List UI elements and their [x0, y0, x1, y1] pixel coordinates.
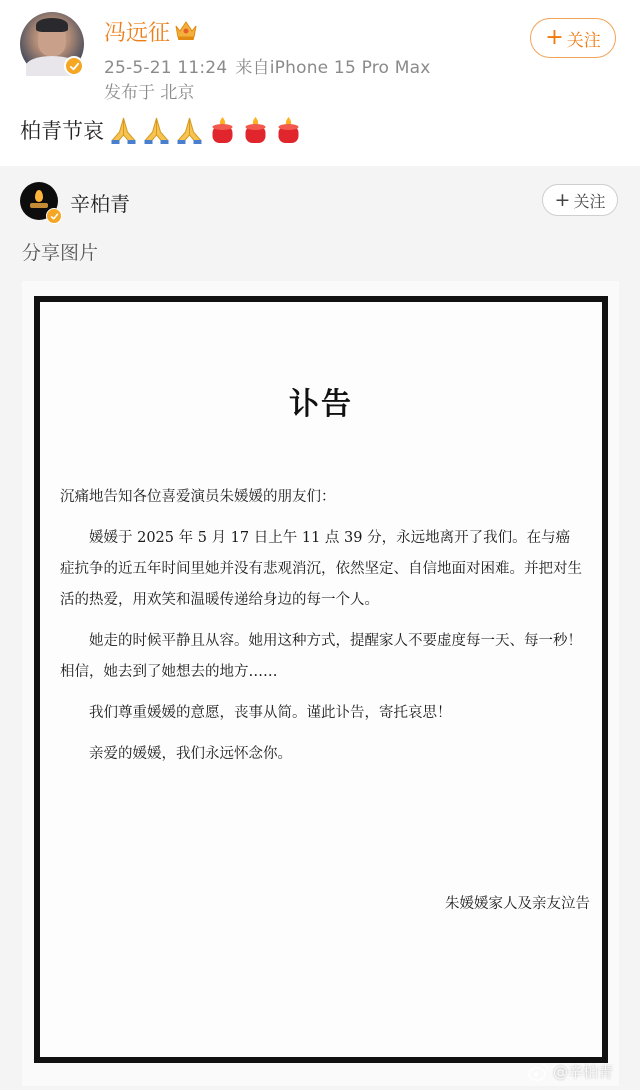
candle-icon [273, 115, 304, 145]
repost-card[interactable] [0, 166, 640, 1090]
obituary-frame [34, 296, 608, 1063]
obituary-paragraph: 她走的时候平静且从容。她用这种方式，提醒家人不要虚度每一天、每一秒！相信，她去到了她想去的地方…… [60, 633, 582, 680]
repost-follow-button[interactable] [542, 184, 618, 216]
post-location: 发布于 北京 [104, 83, 195, 103]
post-text-content: 柏青节哀 [20, 119, 104, 143]
repost-text: 分享图片 [22, 242, 99, 264]
obituary-title: 讣告 [289, 387, 353, 422]
avatar-hair [36, 18, 68, 32]
candle-base [30, 203, 48, 208]
follow-button[interactable] [530, 18, 616, 58]
candle-icon [207, 115, 238, 145]
obituary-paragraph: 亲爱的媛媛，我们永远怀念你。 [89, 746, 292, 762]
pray-icon [108, 115, 139, 145]
obituary-paragraph: 媛媛于 2025 年 5 月 17 日上午 11 点 39 分，永远地离开了我们。在与癌症抗争的近五年时间里她并没有悲观消沉，依然坚定、自信地面对困难。并把对生活的热爱，用欢笑和温暖传递给身边的每一个人。 [60, 530, 582, 608]
post-timestamp: 25-5-21 11:24 [104, 58, 228, 78]
repost-author-name[interactable]: 辛柏青 [70, 192, 130, 216]
weibo-watermark [528, 1061, 613, 1082]
obituary-paragraph: 我们尊重媛媛的意愿，丧事从简。谨此讣告，寄托哀思！ [89, 705, 452, 721]
post-meta [104, 53, 431, 78]
verified-badge-icon [64, 56, 84, 76]
watermark-text: @辛柏青 [552, 1063, 613, 1081]
member-crown-icon [173, 18, 199, 42]
repost-author-avatar[interactable] [20, 182, 58, 220]
pray-icon [174, 115, 205, 145]
post-header [0, 0, 640, 103]
follow-label: 关注 [573, 191, 606, 211]
weibo-logo-icon [528, 1063, 550, 1081]
obituary-body [60, 482, 582, 780]
verified-badge-icon [46, 208, 62, 224]
pray-icon [141, 115, 172, 145]
plus-icon: + [554, 188, 571, 211]
candle-icon [240, 115, 271, 145]
follow-label: 关注 [566, 30, 601, 51]
emoji-row [108, 115, 306, 145]
post-source: 来自iPhone 15 Pro Max [235, 58, 431, 78]
plus-icon: + [545, 25, 564, 50]
author-avatar[interactable] [20, 12, 84, 76]
candle-flame [35, 190, 43, 202]
post-text [20, 115, 306, 145]
obituary-image[interactable] [22, 281, 619, 1086]
obituary-paragraph: 沉痛地告知各位喜爱演员朱媛媛的朋友们： [60, 489, 336, 505]
author-name[interactable]: 冯远征 [104, 21, 171, 46]
obituary-signature: 朱媛媛家人及亲友泣告 [445, 896, 590, 912]
